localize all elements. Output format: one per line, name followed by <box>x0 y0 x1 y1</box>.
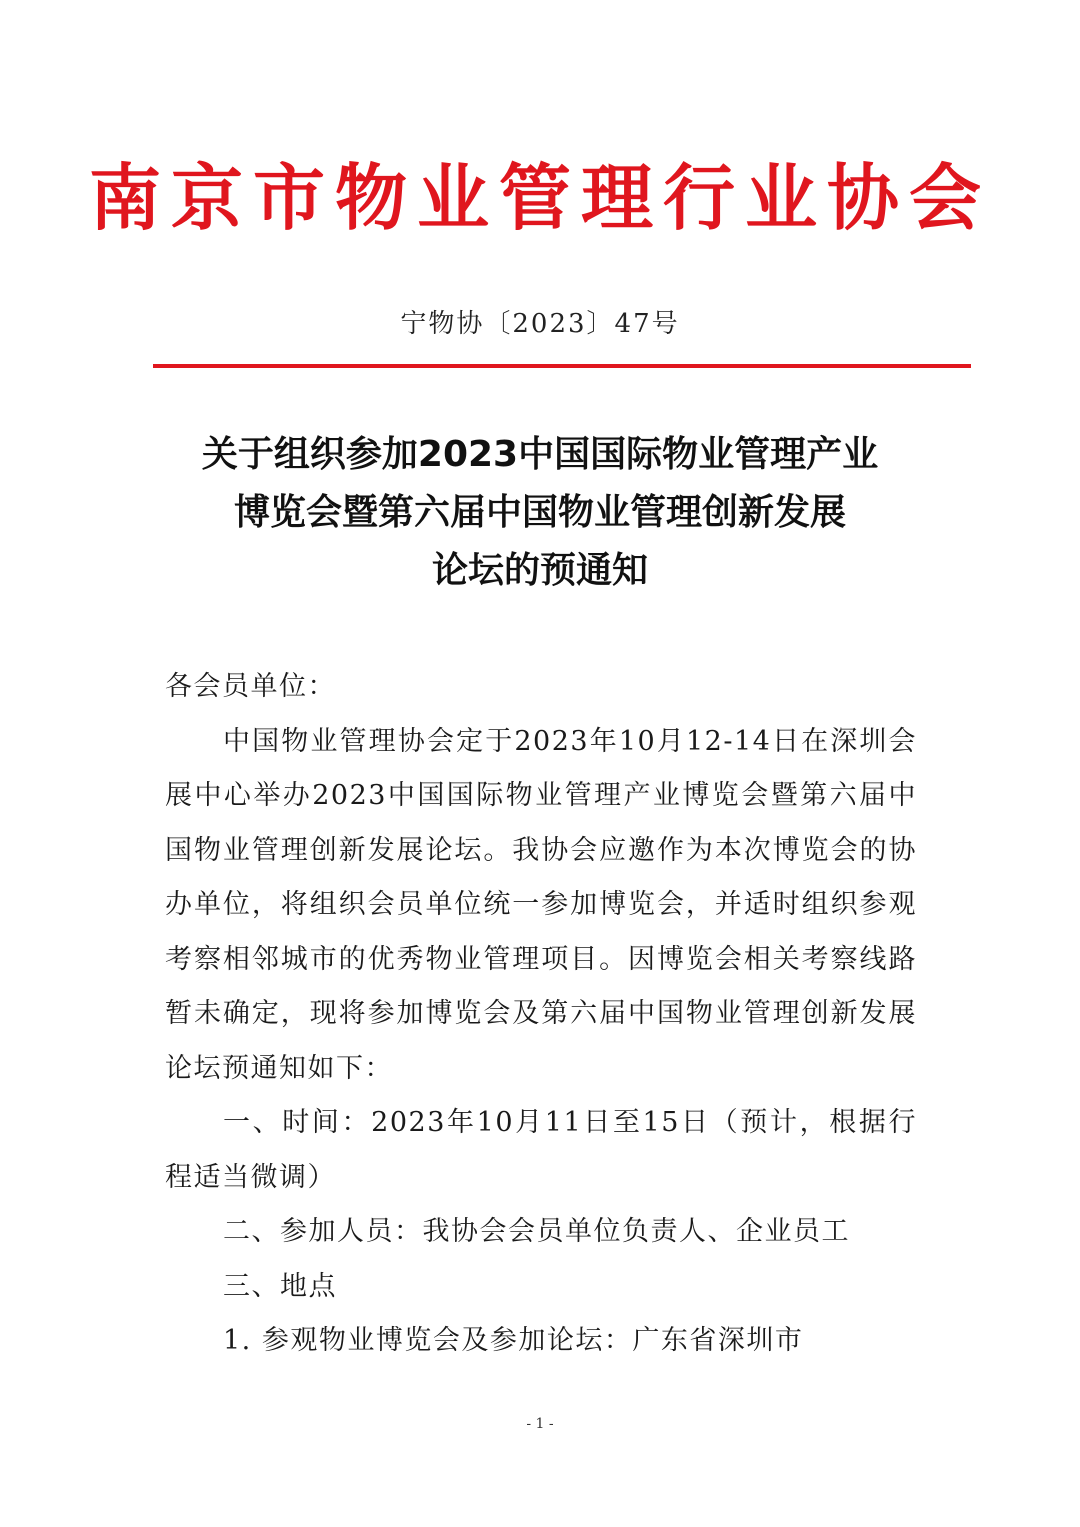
org-masthead: 南京市物业管理行业协会 <box>88 156 991 240</box>
item-participants: 二、参加人员：我协会会员单位负责人、企业员工 <box>223 1216 850 1247</box>
red-divider <box>153 364 971 368</box>
item-location: 三、地点 <box>223 1270 337 1302</box>
item-time: 一、时间：2023年10月11日至15日（预计，根据行程适当微调） <box>165 1107 917 1193</box>
notice-title <box>130 426 950 600</box>
page-number: - 1 - <box>526 1416 554 1432</box>
title-line-3: 论坛的预通知 <box>431 550 648 591</box>
title-line-2: 博览会暨第六届中国物业管理创新发展 <box>233 492 846 533</box>
salutation: 各会员单位： <box>165 671 336 702</box>
notice-body <box>165 660 917 1369</box>
title-line-1: 关于组织参加2023中国国际物业管理产业 <box>201 434 879 475</box>
document-number: 宁物协〔2023〕47号 <box>400 309 680 339</box>
item-location-1: 1. 参观物业博览会及参加论坛：广东省深圳市 <box>223 1325 804 1356</box>
intro-paragraph: 中国物业管理协会定于2023年10月12-14日在深圳会展中心举办2023中国国际物业管理产业博览会暨第六届中国物业管理创新发展论坛。我协会应邀作为本次博览会的协办单位，将组织会员单位统一参加博览会，并适时组织参观考察相邻城市的优秀物业管理项目。因博览会相关考察线路暂未确定，现将参加博览会及第六届中国物业管理创新发展论坛预通知如下： <box>165 725 917 1084</box>
